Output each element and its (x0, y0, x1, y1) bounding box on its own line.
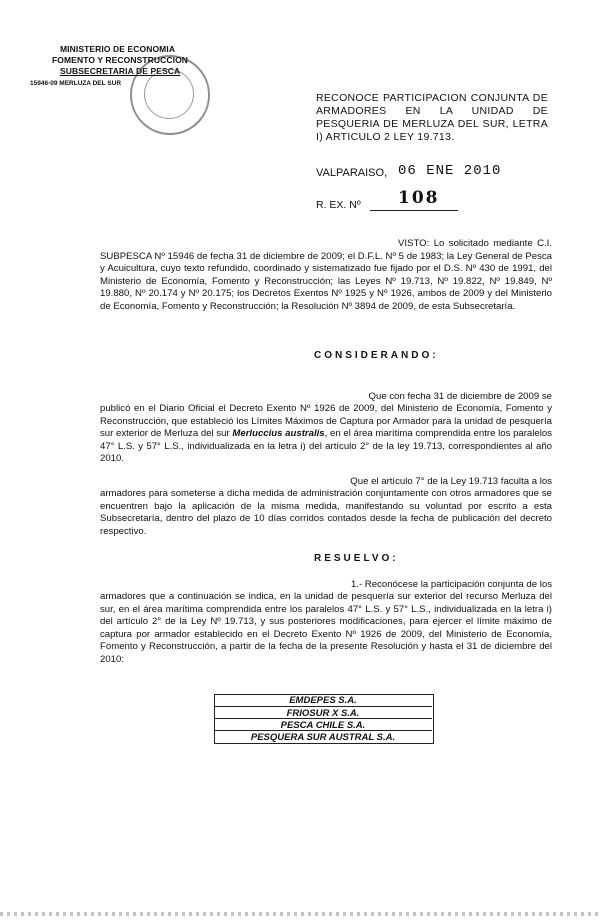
resolution-number-underline (370, 210, 458, 211)
visto-text: Lo solicitado mediante C.I. SUBPESCA Nº 15946 de fecha 31 de diciembre de 2009; el D.F.L. Nº 5 de 1983; la Ley General de Pesca y Acuicultura, cuyo texto refundido, coordinado y sistematizado fue fijado por el D.S. Nº 430 de 1991, del Ministerio de Economía, Fomento y Reconstrucción; las Leyes Nº 19.713, Nº 19.822, Nº 19.849, Nº 19.880, Nº 20.174 y Nº 20.175; los Decretos Exentos Nº 1925 y Nº 1926, ambos de 2009 y del Ministerio de Economía, Fomento y Reconstrucción; la Resolución Nº 3894 de 2009, de esta Subsecretaría. (100, 238, 552, 312)
resolution-subject: RECONOCE PARTICIPACION CONJUNTA DE ARMADORES EN LA UNIDAD DE PESQUERIA DE MERLUZA DEL SUR, LETRA I) ARTICULO 2 LEY 19.713. (316, 92, 548, 143)
armador-row: EMDEPES S.A. (289, 695, 357, 706)
resuelvo-p1-text: armadores que a continuación se indica, en la unidad de pesquería sur exterior del recurso Merluza del sur, en el área marítima comprendida entre los paralelos 47° L.S. y 57° L.S., individualizada en la letra i) del artículo 2° de la Ley Nº 19.713, y sus posteriores modificaciones, para ejercer el límite máximo de captura por armador establecido en el Decreto Exento Nº 1926 de 2009, del Ministerio de Economía, Fomento y Reconstrucción, a partir de la fecha de la presente Resolución y hasta el 31 de diciembre del 2010: (100, 591, 552, 665)
visto-paragraph (100, 238, 552, 313)
header-subsecretaria: SUBSECRETARIA DE PESCA (60, 66, 181, 76)
visto-label: VISTO: (398, 238, 430, 249)
considerando-p1-text: publicó en el Diario Oficial el Decreto Exento Nº 1926 de 2009, del Ministerio de Economía, Fomento y Reconstrucción, que estableció los Límites Máximos de Captura por Armador para la unidad de pesquería sur exterior de Merluza del sur (100, 403, 552, 439)
considerando-p2-text: armadores para someterse a dicha medida de administración conjuntamente con otros armadores que se encuentren bajo la aplicación de la misma medida, manifestando su voluntad por escrito a esta Subsecretaría, dentro del plazo de 10 días corridos contados desde la fecha de publicación del decreto respectivo. (100, 488, 552, 537)
date-stamp: 06 ENE 2010 (398, 163, 502, 179)
species-name: Merluccius australis (232, 428, 325, 439)
scan-edge-artifact (0, 912, 600, 916)
resolution-number: 108 (398, 188, 440, 208)
considerando-p1-first: Que con fecha 31 de diciembre de 2009 se (368, 391, 552, 402)
resolution-label: R. EX. Nº (316, 199, 361, 211)
considerando-heading: CONSIDERANDO: (314, 350, 439, 361)
header-ministry: MINISTERIO DE ECONOMIA (60, 44, 176, 54)
resuelvo-heading: RESUELVO: (314, 553, 399, 564)
resuelvo-p1-first: 1.- Reconócese la participación conjunta de los (350, 579, 552, 590)
considerando-p2-first: Que el artículo 7° de la Ley 19.713 faculta a los (350, 476, 552, 487)
official-seal-stamp (130, 55, 210, 135)
considerando-p1-end: , en el área marítima comprendida entre los paralelos 47° L.S. y 57° L.S., individualizada en la letra i) del artículo 2° de la ley 19.713, correspondientes al año 2010. (100, 428, 552, 464)
armador-row: FRIOSUR X S.A. (214, 706, 432, 721)
armador-row: PESQUERA SUR AUSTRAL S.A. (214, 730, 432, 745)
considerando-p1 (100, 403, 552, 466)
place: VALPARAISO, (316, 167, 388, 179)
armador-row: PESCA CHILE S.A. (214, 718, 432, 733)
header-reference: 15946-09 MERLUZA DEL SUR (30, 80, 122, 87)
header-ministry-line2: FOMENTO Y RECONSTRUCCION (52, 55, 189, 65)
